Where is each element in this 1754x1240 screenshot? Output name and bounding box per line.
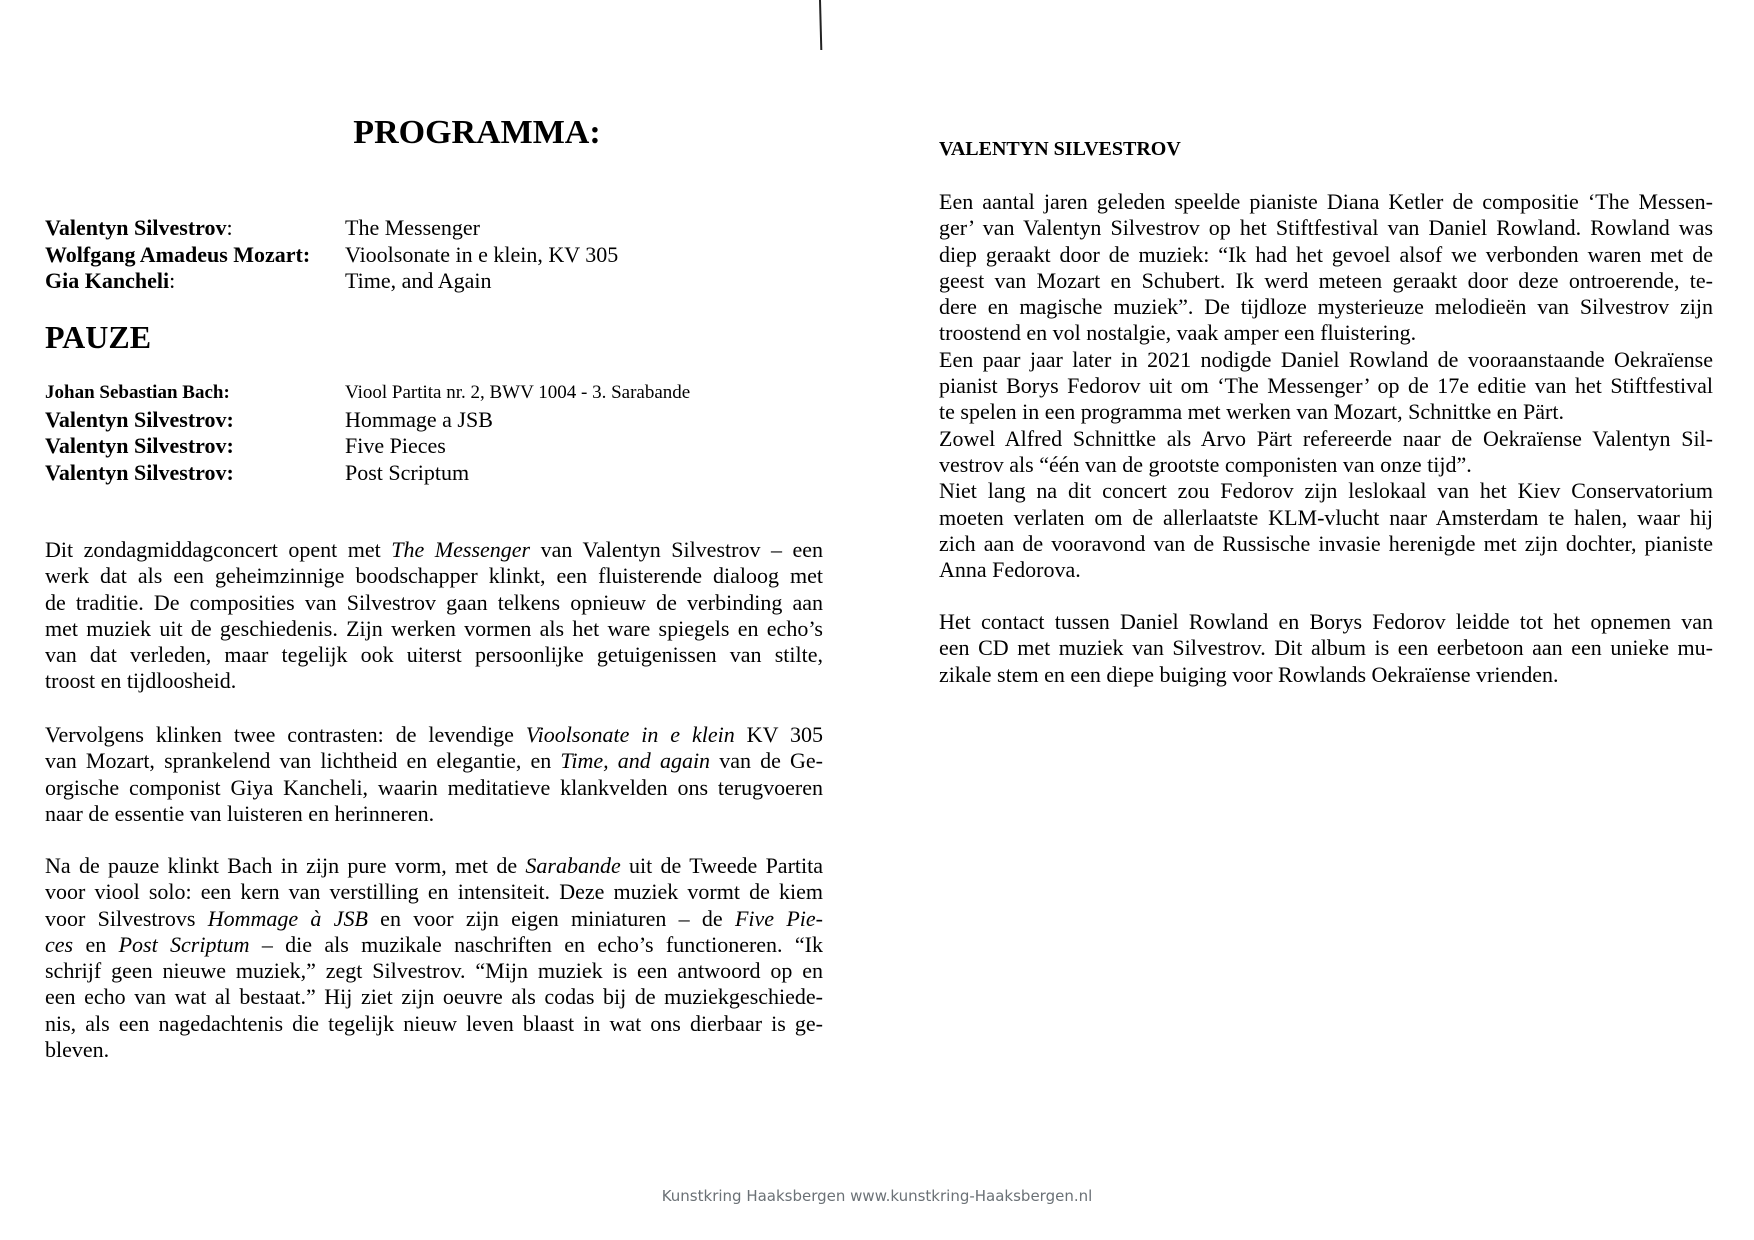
text-line: voor viool solo: een kern van verstilling en intensiteit. Deze muziek vormt de kiem (45, 879, 823, 905)
pause-heading: PAUZE (45, 319, 152, 355)
text-line: ces en Post Scriptum – die als muzikale naschriften en echo’s functioneren. “Ik (45, 931, 823, 957)
footer-text: Kunstkring Haaksbergen www.kunstkring-Haaksbergen.nl (661, 1187, 1093, 1205)
text-line: met muziek uit de geschiedenis. Zijn werken vormen als het ware spiegels en echo’s (45, 615, 823, 641)
text-line: troost en tijdloosheid. (45, 668, 237, 694)
text-line: voor Silvestrovs Hommage à JSB en voor zijn eigen miniaturen – de Five Pie- (45, 905, 823, 931)
text-line: Zowel Alfred Schnittke als Arvo Pärt refereerde naar de Oekraïense Valentyn Sil- (939, 425, 1713, 451)
bach-paragraph (45, 853, 823, 1063)
text-line: geest van Mozart en Schubert. Ik werd meteen geraakt door deze ontroerende, te- (939, 267, 1713, 293)
text-line: Niet lang na dit concert zou Fedorov zijn leslokaal van het Kiev Conservatorium (939, 478, 1713, 504)
work-title: Five Pieces (345, 433, 446, 458)
text-line: Het contact tussen Daniel Rowland en Borys Fedorov leidde tot het opnemen van (939, 609, 1713, 634)
text-line: Vervolgens klinken twee contrasten: de levendige Vioolsonate in e klein KV 305 (45, 722, 823, 747)
text-line: een echo van wat al bestaat.” Hij ziet zijn oeuvre als codas bij de muziekgeschiede- (45, 984, 823, 1010)
program-title: PROGRAMMA: (353, 114, 601, 151)
text-line: zich aan de vooravond van de Russische invasie herenigde met zijn dochter, pianiste (939, 530, 1713, 556)
text-line: ger’ van Valentyn Silvestrov op het Stiftfestival van Daniel Rowland. Rowland was (939, 215, 1713, 241)
work-title: Post Scriptum (345, 459, 470, 485)
text-line: nis, als een nagedachtenis die tegelijk nieuw leven blaast in wat ons dierbaar is ge- (45, 1010, 823, 1036)
composer-name: Valentyn Silvestrov: (45, 215, 233, 240)
recording-paragraph (939, 609, 1713, 688)
composer-name: Valentyn Silvestrov: (45, 433, 234, 458)
text-line: zikale stem en een diepe buiging voor Rowlands Oekraïense vrienden. (939, 661, 1559, 687)
text-line: moeten verlaten om de allerlaatste KLM-vlucht naar Amsterdam te halen, waar hij (939, 504, 1713, 530)
composer-name: Wolfgang Amadeus Mozart: (45, 241, 311, 267)
composer-name: Gia Kancheli: (45, 268, 176, 293)
text-line: van Mozart, sprankelend van lichtheid en elegantie, en Time, and again van de Ge- (45, 748, 823, 774)
text-line: Een aantal jaren geleden speelde pianiste Diana Ketler de compositie ‘The Messen- (939, 189, 1713, 214)
text-line: dere en magische muziek”. De tijdloze mysterieuze melodieën van Silvestrov zijn (939, 294, 1713, 320)
biography-title: VALENTYN SILVESTROV (939, 138, 1181, 160)
text-line: vestrov als “één van de grootste componisten van onze tijd”. (939, 451, 1472, 477)
biography-paragraph (939, 189, 1713, 583)
composer-name: Valentyn Silvestrov: (45, 459, 234, 485)
text-line: diep geraakt door de muziek: “Ik had het gevoel alsof we verbonden waren met de (939, 241, 1713, 267)
fold-mark-line (819, 0, 822, 50)
text-line: te spelen in een programma met werken van Mozart, Schnittke en Pärt. (939, 399, 1564, 425)
text-line: Een paar jaar later in 2021 nodigde Daniel Rowland de vooraanstaande Oekraïense (939, 346, 1713, 372)
composer-name: Johan Sebastian Bach: (45, 382, 230, 403)
work-title: The Messenger (345, 215, 481, 240)
text-line: bleven. (45, 1037, 110, 1063)
work-title: Time, and Again (345, 268, 492, 293)
text-line: Dit zondagmiddagconcert opent met The Messenger van Valentyn Silvestrov – een (45, 537, 823, 562)
intro-paragraph (45, 537, 823, 695)
text-line: schrijf geen nieuwe muziek,” zegt Silvestrov. “Mijn muziek is een antwoord op en (45, 958, 823, 984)
text-line: werk dat als een geheimzinnige boodschapper klinkt, een fluisterende dialoog met (45, 563, 823, 589)
contrasts-paragraph (45, 722, 823, 827)
work-title: Vioolsonate in e klein, KV 305 (345, 241, 619, 267)
text-line: pianist Borys Fedorov uit om ‘The Messenger’ op de 17e editie van het Stiftfestival (939, 373, 1713, 399)
work-title: Viool Partita nr. 2, BWV 1004 - 3. Sarabande (345, 382, 691, 403)
text-line: naar de essentie van luisteren en herinneren. (45, 800, 435, 826)
composer-name: Valentyn Silvestrov: (45, 406, 234, 432)
text-line: orgische componist Giya Kancheli, waarin meditatieve klankvelden ons terugvoeren (45, 774, 823, 800)
text-line: van dat verleden, maar tegelijk ook uiterst persoonlijke getuigenissen van stilte, (45, 642, 823, 668)
text-line: Na de pauze klinkt Bach in zijn pure vorm, met de Sarabande uit de Tweede Partita (45, 853, 824, 878)
work-title: Hommage a JSB (345, 406, 493, 432)
text-line: Anna Fedorova. (939, 557, 1081, 583)
text-line: de traditie. De composities van Silvestrov gaan telkens opnieuw de verbinding aan (45, 589, 823, 615)
text-line: een CD met muziek van Silvestrov. Dit album is een eerbetoon aan een unieke mu- (939, 635, 1713, 661)
text-line: troostend en vol nostalgie, vaak amper een fluistering. (939, 320, 1417, 346)
